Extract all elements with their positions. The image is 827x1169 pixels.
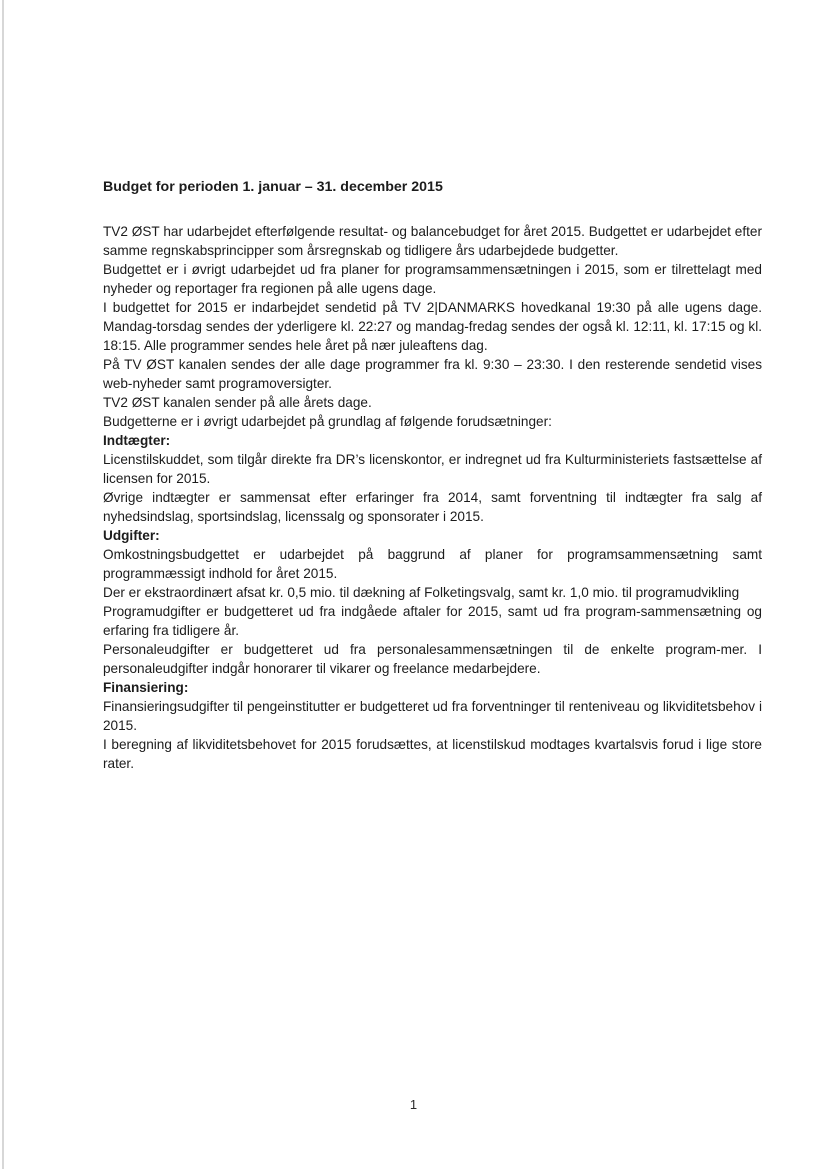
page-number: 1 bbox=[409, 1097, 418, 1112]
section-heading-indtaegter: Indtægter: bbox=[103, 433, 171, 448]
intro-paragraph-1: TV2 ØST har udarbejdet efterfølgende resultat- og balancebudget for året 2015. Budgettet er udarbejdet efter samme regnskabsprincipper som årsregnskab og tidligere års udarbejdede budgetter. bbox=[103, 224, 762, 258]
document-body bbox=[103, 178, 762, 773]
channel-alldays-line: TV2 ØST kanalen sender på alle årets dage. bbox=[103, 395, 372, 410]
financing-costs-paragraph: Finansieringsudgifter til pengeinstitutter er budgetteret ud fra forventninger til renteniveau og likviditetsbehov i 2015. bbox=[103, 699, 762, 733]
personnel-costs-paragraph: Personaleudgifter er budgetteret ud fra personalesammensætningen til de enkelte program-mer. I personaleudgifter indgår honorarer til vikarer og freelance medarbejdere. bbox=[103, 642, 762, 676]
extraordinary-costs-paragraph: Der er ekstraordinært afsat kr. 0,5 mio. til dækning af Folketingsvalg, samt kr. 1,0 mio. til programudvikling bbox=[103, 585, 740, 600]
document-title: Budget for perioden 1. januar – 31. december 2015 bbox=[103, 179, 443, 195]
broadcast-schedule-paragraph: I budgettet for 2015 er indarbejdet sendetid på TV 2|DANMARKS hovedkanal 19:30 på alle ugens dage. Mandag-torsdag sendes der yderligere kl. 22:27 og mandag-fredag sendes der også kl. 12:11, kl. 17:15 og kl. 18:15. Alle programmer sendes hele året på nær juleaftens dag. bbox=[103, 300, 762, 353]
other-income-paragraph: Øvrige indtægter er sammensat efter erfaringer fra 2014, samt forventning til indtægter fra salg af nyhedsindslag, sportsindslag, licenssalg og sponsorater i 2015. bbox=[103, 490, 762, 524]
tvoest-channel-paragraph: På TV ØST kanalen sendes der alle dage programmer fra kl. 9:30 – 23:30. I den resterende sendetid vises web-nyheder samt programoversigter. bbox=[103, 357, 762, 391]
section-heading-finansiering: Finansiering: bbox=[103, 680, 189, 695]
program-plan-paragraph: Budgettet er i øvrigt udarbejdet ud fra planer for programsammensætningen i 2015, som er tilrettelagt med nyheder og reportager fra regionen på alle ugens dage. bbox=[103, 262, 762, 296]
program-costs-paragraph: Programudgifter er budgetteret ud fra indgåede aftaler for 2015, samt ud fra program-sammensætning og erfaring fra tidligere år. bbox=[103, 604, 762, 638]
scan-artifact-line bbox=[2, 0, 4, 1169]
section-heading-udgifter: Udgifter: bbox=[103, 528, 160, 543]
cost-budget-paragraph: Omkostningsbudgettet er udarbejdet på baggrund af planer for programsammensætning samt programmæssigt indhold for året 2015. bbox=[103, 547, 762, 581]
assumptions-intro-line: Budgetterne er i øvrigt udarbejdet på grundlag af følgende forudsætninger: bbox=[103, 414, 552, 429]
license-subsidy-paragraph: Licenstilskuddet, som tilgår direkte fra DR’s licenskontor, er indregnet ud fra Kulturministeriets fastsættelse af licensen for 2015. bbox=[103, 452, 762, 486]
liquidity-paragraph: I beregning af likviditetsbehovet for 2015 forudsættes, at licenstilskud modtages kvartalsvis forud i lige store rater. bbox=[103, 737, 762, 771]
